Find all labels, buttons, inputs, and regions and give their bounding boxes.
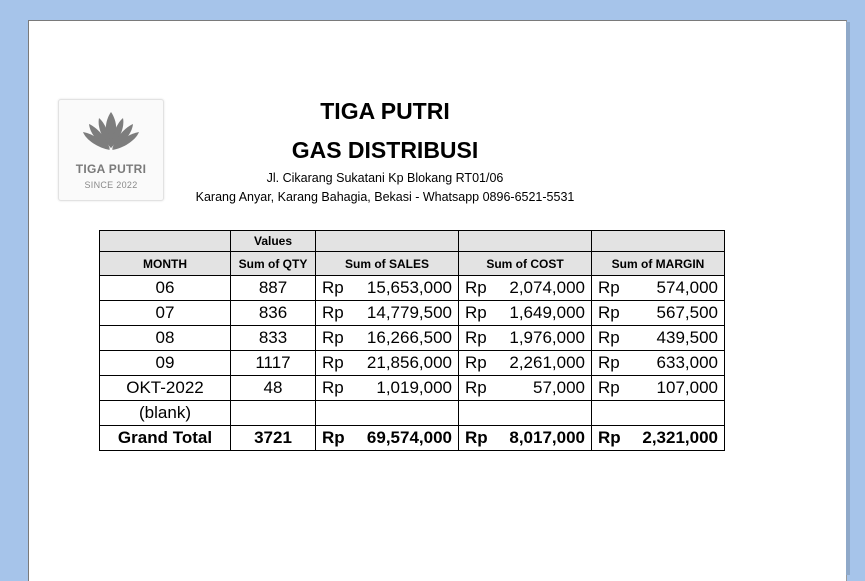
- header-blank-cell: [459, 231, 592, 252]
- margin-cell-value: 574,000: [656, 278, 718, 297]
- header-blank-cell: [316, 231, 459, 252]
- currency-label: Rp: [598, 328, 620, 347]
- table-row: [100, 401, 725, 426]
- month-cell: (blank): [100, 401, 231, 426]
- margin-cell: [592, 401, 725, 426]
- sales-cell: [316, 326, 459, 351]
- header-blank-cell: [100, 231, 231, 252]
- cost-cell: [459, 401, 592, 426]
- qty-cell: 887: [231, 276, 316, 301]
- cost-cell: [459, 326, 592, 351]
- header-qty: Sum of QTY: [231, 252, 316, 276]
- month-cell: OKT-2022: [100, 376, 231, 401]
- sales-cell: [316, 401, 459, 426]
- table-row: [100, 276, 725, 301]
- currency-label: Rp: [598, 378, 620, 397]
- sales-cell-value: 14,779,500: [366, 303, 452, 322]
- grand-total-label: Grand Total: [100, 426, 231, 451]
- sales-cell: [316, 301, 459, 326]
- qty-cell: 1117: [231, 351, 316, 376]
- margin-cell: [592, 351, 725, 376]
- currency-label: Rp: [322, 428, 345, 447]
- month-cell: 09: [100, 351, 231, 376]
- lotus-icon: [81, 108, 141, 160]
- currency-label: Rp: [598, 303, 620, 322]
- cost-cell-value: 57,000: [533, 378, 585, 397]
- currency-label: Rp: [322, 328, 344, 347]
- currency-label: Rp: [598, 428, 621, 447]
- sales-cell-value: 15,653,000: [366, 278, 452, 297]
- month-cell: 06: [100, 276, 231, 301]
- margin-cell-value: 107,000: [656, 378, 718, 397]
- table-row: [100, 326, 725, 351]
- cost-cell: [459, 351, 592, 376]
- header-blank-cell: [592, 231, 725, 252]
- currency-label: Rp: [322, 303, 344, 322]
- grand-total-margin-value: 2,321,000: [642, 428, 718, 447]
- qty-cell: 833: [231, 326, 316, 351]
- logo-since-text: SINCE 2022: [84, 180, 138, 190]
- table-row: [100, 301, 725, 326]
- cost-cell-value: 1,976,000: [509, 328, 585, 347]
- currency-label: Rp: [598, 278, 620, 297]
- margin-cell: [592, 301, 725, 326]
- currency-label: Rp: [465, 378, 487, 397]
- margin-cell-value: 439,500: [656, 328, 718, 347]
- header-month: MONTH: [100, 252, 231, 276]
- cost-cell-value: 2,074,000: [509, 278, 585, 297]
- address-line-2: Karang Anyar, Karang Bahagia, Bekasi - Whatsapp 0896-6521-5531: [195, 190, 575, 204]
- cost-cell: [459, 276, 592, 301]
- company-logo: [58, 99, 164, 201]
- month-cell: 07: [100, 301, 231, 326]
- table-row: [100, 376, 725, 401]
- logo-text: TIGA PUTRI: [75, 162, 147, 176]
- qty-cell: 48: [231, 376, 316, 401]
- currency-label: Rp: [322, 378, 344, 397]
- currency-label: Rp: [598, 353, 620, 372]
- company-subtitle: GAS DISTRIBUSI: [291, 137, 479, 163]
- page-edge-shadow: [846, 22, 850, 575]
- margin-cell-value: 633,000: [656, 353, 718, 372]
- pivot-header-row: [100, 252, 725, 276]
- cost-cell: [459, 301, 592, 326]
- sales-cell: [316, 351, 459, 376]
- sales-cell-value: 16,266,500: [366, 328, 452, 347]
- sales-cell: [316, 376, 459, 401]
- pivot-table: [99, 230, 725, 451]
- grand-total-margin: [592, 426, 725, 451]
- grand-total-row: [100, 426, 725, 451]
- grand-total-sales-value: 69,574,000: [366, 428, 452, 447]
- values-label: Values: [231, 231, 316, 252]
- table-row: [100, 351, 725, 376]
- grand-total-sales: [316, 426, 459, 451]
- header-cost: Sum of COST: [459, 252, 592, 276]
- qty-cell: 836: [231, 301, 316, 326]
- grand-total-cost-value: 8,017,000: [509, 428, 585, 447]
- sales-cell-value: 21,856,000: [366, 353, 452, 372]
- company-title: TIGA PUTRI: [320, 98, 450, 124]
- header-sales: Sum of SALES: [316, 252, 459, 276]
- month-cell: 08: [100, 326, 231, 351]
- cost-cell-value: 1,649,000: [509, 303, 585, 322]
- sales-cell: [316, 276, 459, 301]
- currency-label: Rp: [322, 353, 344, 372]
- grand-total-cost: [459, 426, 592, 451]
- margin-cell: [592, 276, 725, 301]
- margin-cell: [592, 376, 725, 401]
- margin-cell: [592, 326, 725, 351]
- pivot-header-values-row: [100, 231, 725, 252]
- header-margin: Sum of MARGIN: [592, 252, 725, 276]
- address-line-1: Jl. Cikarang Sukatani Kp Blokang RT01/06: [266, 171, 504, 185]
- sales-cell-value: 1,019,000: [376, 378, 452, 397]
- currency-label: Rp: [465, 278, 487, 297]
- cost-cell: [459, 376, 592, 401]
- currency-label: Rp: [465, 428, 488, 447]
- margin-cell-value: 567,500: [656, 303, 718, 322]
- currency-label: Rp: [465, 303, 487, 322]
- currency-label: Rp: [465, 353, 487, 372]
- currency-label: Rp: [465, 328, 487, 347]
- currency-label: Rp: [322, 278, 344, 297]
- cost-cell-value: 2,261,000: [509, 353, 585, 372]
- grand-total-qty: 3721: [231, 426, 316, 451]
- qty-cell: [231, 401, 316, 426]
